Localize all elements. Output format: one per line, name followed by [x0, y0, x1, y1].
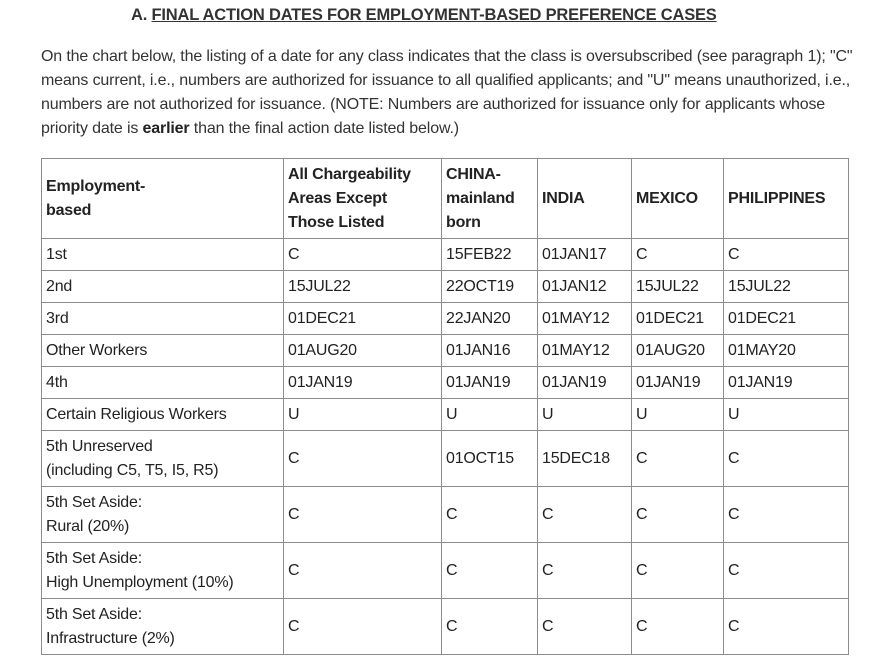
cell-philippines: C	[724, 599, 849, 655]
cell-all-chargeability: 01DEC21	[284, 303, 442, 335]
cell-mexico: 15JUL22	[632, 271, 724, 303]
table-row	[42, 487, 849, 543]
cell-all-chargeability: C	[284, 543, 442, 599]
table-row	[42, 543, 849, 599]
header-philippines: PHILIPPINES	[724, 159, 849, 239]
cell-china: 22JAN20	[442, 303, 538, 335]
row-category: 5th Set Aside: High Unemployment (10%)	[42, 543, 284, 599]
cell-india: C	[538, 487, 632, 543]
header-all-chargeability: All Chargeability Areas Except Those Listed	[284, 159, 442, 239]
cell-mexico: 01DEC21	[632, 303, 724, 335]
table-row	[42, 303, 849, 335]
row-category: 3rd	[42, 303, 284, 335]
table-row	[42, 271, 849, 303]
cell-india: 15DEC18	[538, 431, 632, 487]
cell-india: 01MAY12	[538, 335, 632, 367]
section-title: FINAL ACTION DATES FOR EMPLOYMENT-BASED PREFERENCE CASES	[151, 6, 717, 24]
cell-china: 22OCT19	[442, 271, 538, 303]
cell-mexico: 01AUG20	[632, 335, 724, 367]
row-category: 5th Set Aside: Rural (20%)	[42, 487, 284, 543]
cell-philippines: U	[724, 399, 849, 431]
table-row	[42, 399, 849, 431]
section-heading	[131, 6, 717, 25]
cell-philippines: C	[724, 239, 849, 271]
table-row	[42, 431, 849, 487]
row-category: 2nd	[42, 271, 284, 303]
row-category: 1st	[42, 239, 284, 271]
cell-philippines: C	[724, 487, 849, 543]
cell-mexico: C	[632, 239, 724, 271]
intro-text-before: On the chart below, the listing of a date for any class indicates that the class is oversubscribed (see paragraph 1); "C" means current, i.e., numbers are authorized for issuance to all qualified applicants; and "U" means unauthorized, i.e., numbers are not authorized for issuance. (NOTE: Numbers are authorized for issuance only for applicants whose priority date is	[41, 48, 853, 137]
cell-philippines: C	[724, 431, 849, 487]
final-action-dates-table	[41, 158, 849, 655]
cell-mexico: C	[632, 599, 724, 655]
cell-china: 01JAN16	[442, 335, 538, 367]
cell-mexico: C	[632, 487, 724, 543]
cell-all-chargeability: 01JAN19	[284, 367, 442, 399]
cell-china: U	[442, 399, 538, 431]
cell-india: 01MAY12	[538, 303, 632, 335]
cell-india: 01JAN12	[538, 271, 632, 303]
cell-all-chargeability: C	[284, 599, 442, 655]
table-row	[42, 367, 849, 399]
section-letter: A.	[131, 6, 148, 24]
intro-paragraph	[41, 45, 856, 141]
cell-philippines: C	[724, 543, 849, 599]
cell-mexico: C	[632, 543, 724, 599]
cell-all-chargeability: C	[284, 487, 442, 543]
cell-mexico: 01JAN19	[632, 367, 724, 399]
cell-india: 01JAN17	[538, 239, 632, 271]
cell-philippines: 01JAN19	[724, 367, 849, 399]
row-category: Certain Religious Workers	[42, 399, 284, 431]
cell-china: C	[442, 487, 538, 543]
intro-text-after: than the final action date listed below.)	[189, 120, 459, 137]
cell-mexico: C	[632, 431, 724, 487]
cell-india: C	[538, 599, 632, 655]
table-row	[42, 335, 849, 367]
cell-india: C	[538, 543, 632, 599]
cell-philippines: 15JUL22	[724, 271, 849, 303]
cell-philippines: 01DEC21	[724, 303, 849, 335]
cell-all-chargeability: 15JUL22	[284, 271, 442, 303]
cell-all-chargeability: C	[284, 239, 442, 271]
intro-emphasis: earlier	[142, 120, 190, 137]
table-header-row	[42, 159, 849, 239]
cell-all-chargeability: C	[284, 431, 442, 487]
cell-india: 01JAN19	[538, 367, 632, 399]
cell-mexico: U	[632, 399, 724, 431]
cell-philippines: 01MAY20	[724, 335, 849, 367]
header-employment-based: Employment- based	[42, 159, 284, 239]
header-mexico: MEXICO	[632, 159, 724, 239]
row-category: Other Workers	[42, 335, 284, 367]
header-india: INDIA	[538, 159, 632, 239]
row-category: 5th Set Aside: Infrastructure (2%)	[42, 599, 284, 655]
cell-china: 15FEB22	[442, 239, 538, 271]
table-row	[42, 239, 849, 271]
header-china: CHINA- mainland born	[442, 159, 538, 239]
table-row	[42, 599, 849, 655]
cell-all-chargeability: U	[284, 399, 442, 431]
cell-china: C	[442, 543, 538, 599]
cell-india: U	[538, 399, 632, 431]
row-category: 5th Unreserved (including C5, T5, I5, R5)	[42, 431, 284, 487]
cell-all-chargeability: 01AUG20	[284, 335, 442, 367]
cell-china: C	[442, 599, 538, 655]
cell-china: 01JAN19	[442, 367, 538, 399]
row-category: 4th	[42, 367, 284, 399]
cell-china: 01OCT15	[442, 431, 538, 487]
